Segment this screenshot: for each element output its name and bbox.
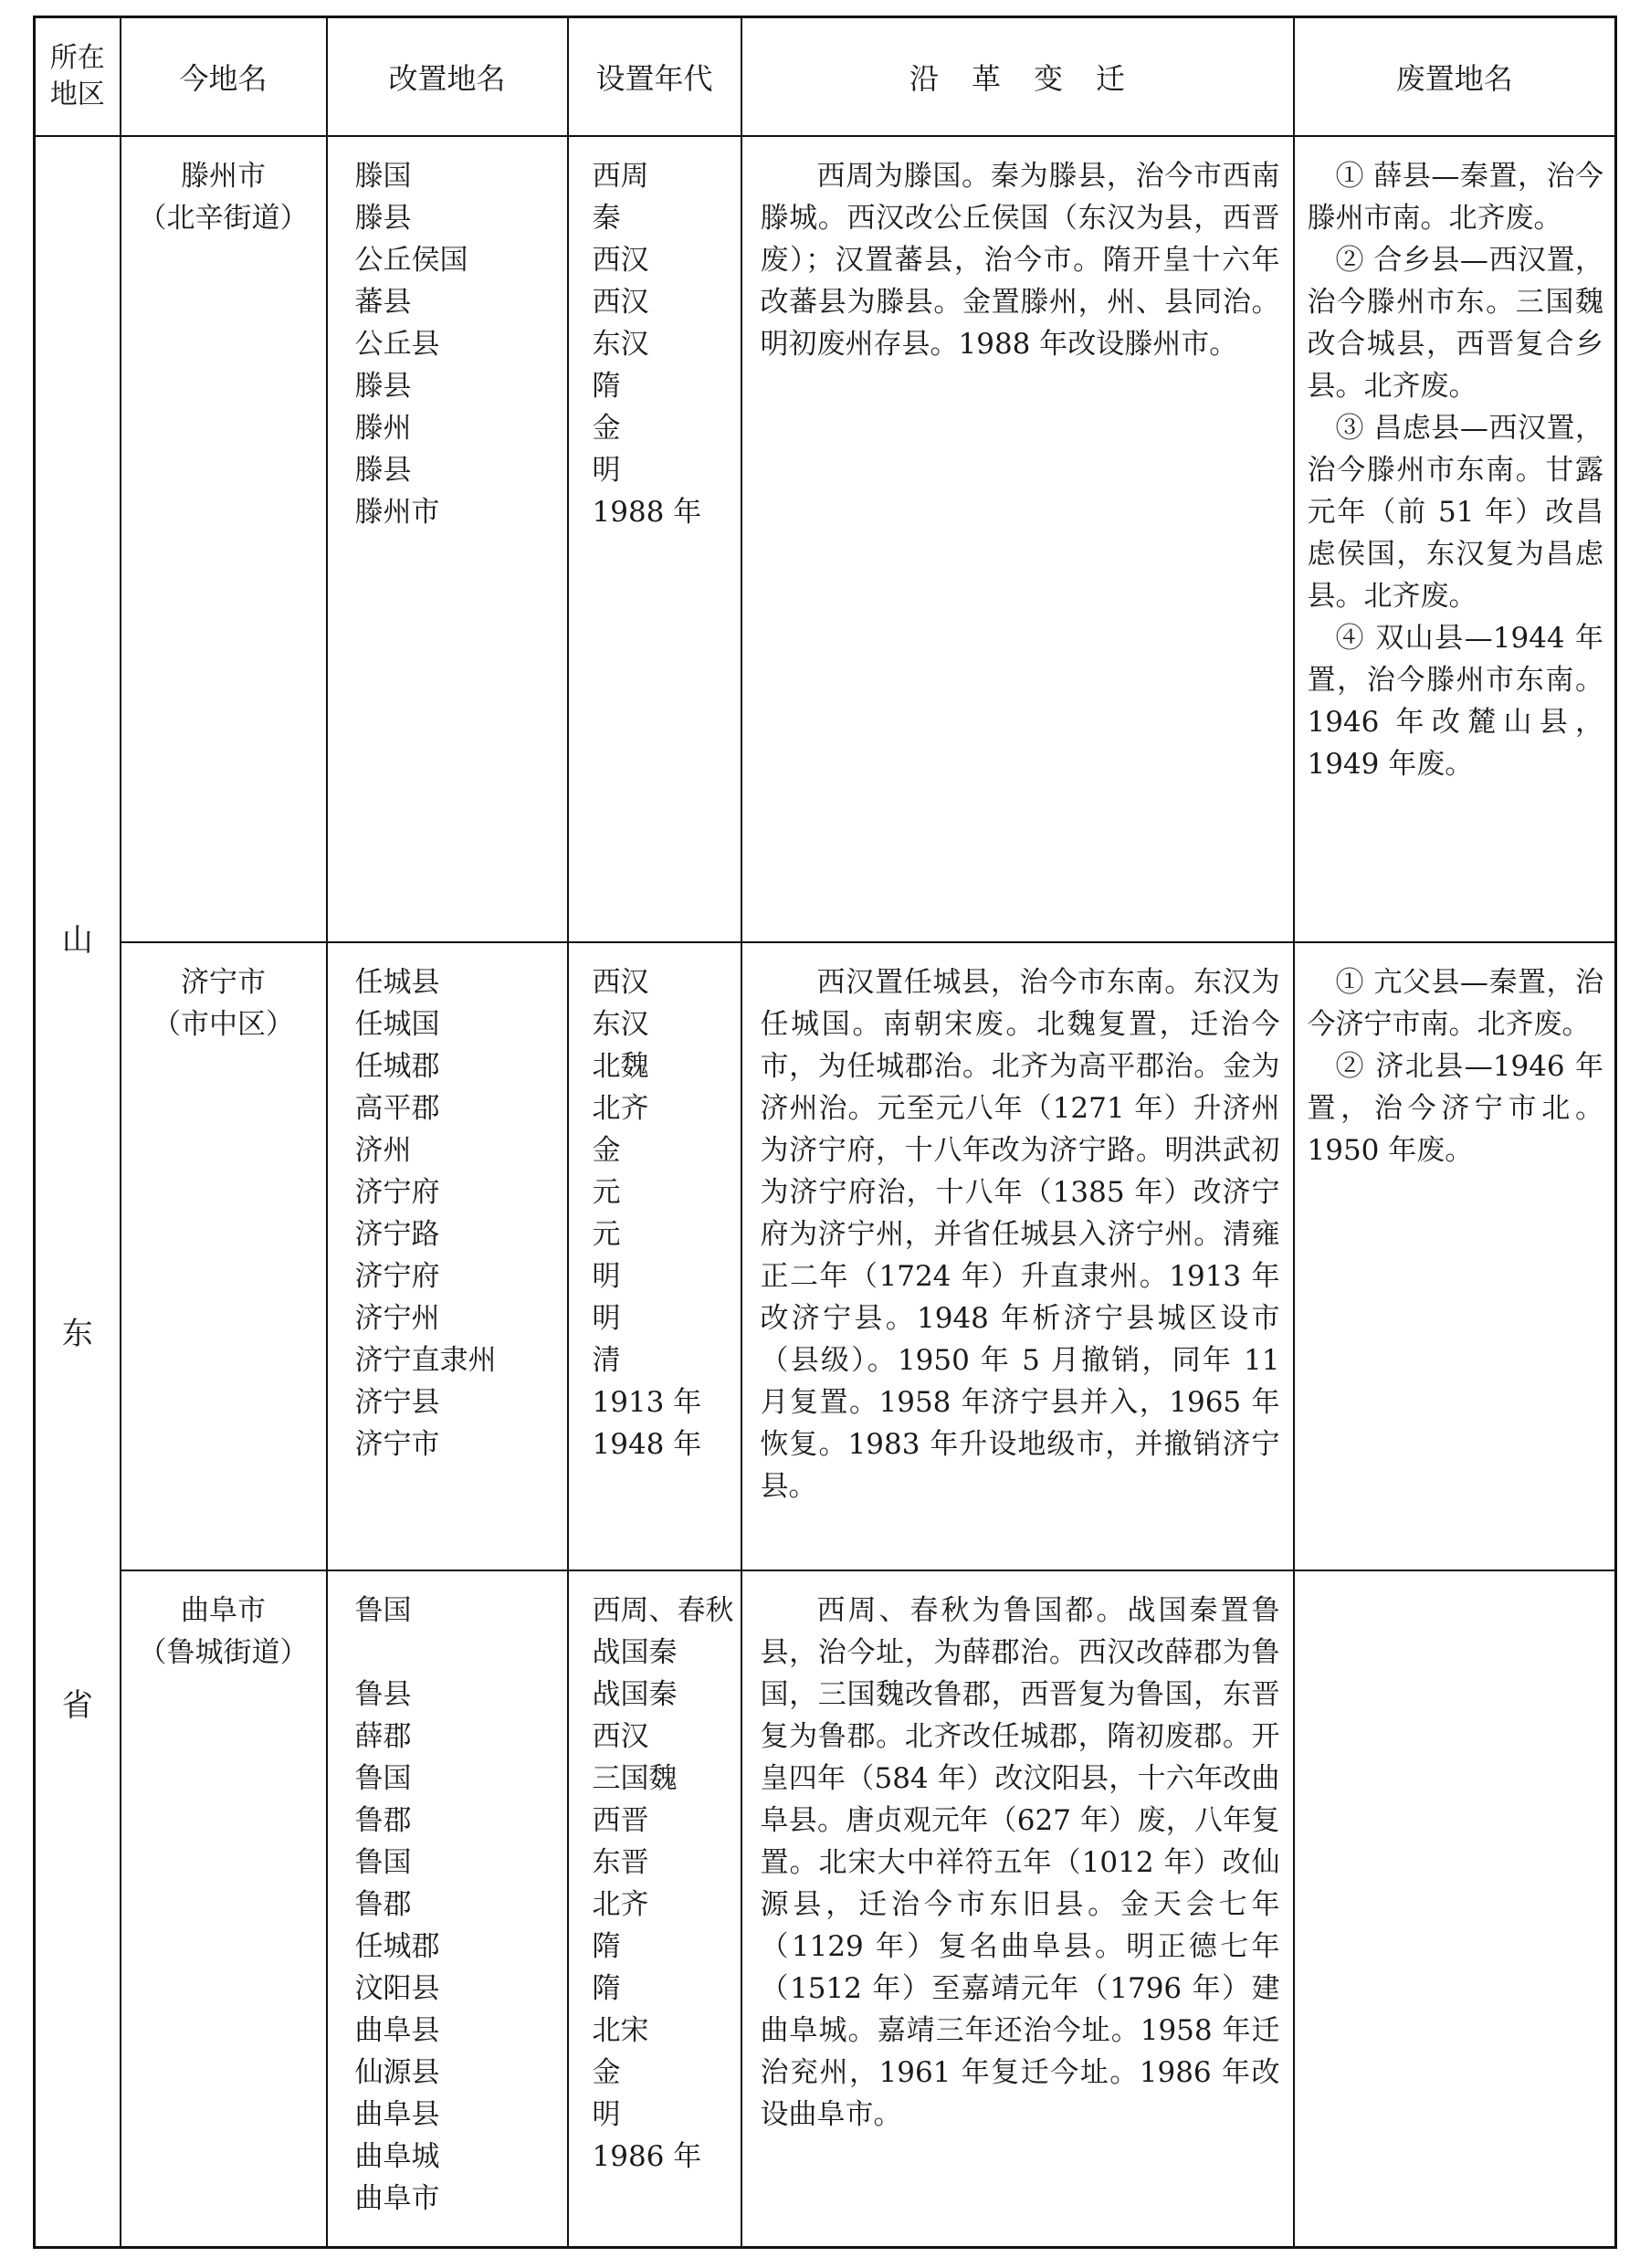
list-item: 曲阜城 bbox=[354, 2140, 440, 2173]
header-changed-names: 改置地名 bbox=[327, 17, 568, 137]
abolished-item: ① 薛县—秦置，治今滕州市南。北齐废。 bbox=[1307, 160, 1603, 235]
region-cell bbox=[35, 136, 121, 2247]
list-item: 西汉 bbox=[592, 286, 649, 319]
current-place-cell bbox=[121, 942, 327, 1570]
list-item: 鲁郡 bbox=[354, 1804, 412, 1837]
list-item: 元 bbox=[592, 1218, 621, 1251]
header-era: 设置年代 bbox=[568, 17, 741, 137]
list-item: 金 bbox=[592, 2056, 621, 2089]
list-item: 北魏 bbox=[592, 1050, 649, 1083]
list-item: 明 bbox=[592, 1260, 621, 1293]
history-cell bbox=[741, 942, 1294, 1570]
list-item: 三国魏 bbox=[592, 1762, 678, 1795]
list-item: 清 bbox=[592, 1344, 621, 1377]
history-cell bbox=[741, 1570, 1294, 2247]
abolished-item: ③ 昌虑县—西汉置，治今滕州市东南。甘露元年（前 51 年）改昌虑侯国，东汉复为昌虑县。北齐废。 bbox=[1307, 412, 1603, 613]
header-region: 所在地区 bbox=[35, 17, 121, 137]
list-item: 曲阜县 bbox=[354, 2098, 440, 2131]
header-row bbox=[35, 17, 1616, 137]
list-item: 1913 年 bbox=[592, 1386, 702, 1419]
history-text: 西周为滕国。秦为滕县，治今市西南滕城。西汉改公丘侯国（东汉为县，西晋废）；汉置蕃县，治今市。隋开皇十六年改蕃县为滕县。金置滕州，州、县同治。明初废州存县。1988 年改设滕州市。 bbox=[760, 160, 1280, 361]
list-item: 隋 bbox=[592, 370, 621, 403]
list-item: 任城郡 bbox=[354, 1930, 440, 1963]
abolished-item: ④ 双山县—1944 年置，治今滕州市东南。1946 年改麓山县，1949 年废。 bbox=[1307, 622, 1603, 781]
list-item: 济宁府 bbox=[354, 1260, 440, 1293]
list-item: 任城郡 bbox=[354, 1050, 440, 1083]
list-item: 滕州 bbox=[354, 412, 412, 445]
list-item: 济州 bbox=[354, 1134, 412, 1167]
list-item: 1986 年 bbox=[592, 2140, 702, 2173]
list-item: 济宁直隶州 bbox=[354, 1344, 497, 1377]
list-item-spacer bbox=[355, 1632, 562, 1674]
list-item: 滕州市 bbox=[354, 496, 440, 529]
list-item: 元 bbox=[592, 1176, 621, 1209]
header-current-name: 今地名 bbox=[121, 17, 327, 137]
list-item: 隋 bbox=[592, 1930, 621, 1963]
names-cell bbox=[327, 1570, 568, 2247]
list-item: 滕县 bbox=[354, 370, 412, 403]
list-item: 济宁府 bbox=[354, 1176, 440, 1209]
list-item: 战国秦 bbox=[592, 1636, 678, 1669]
list-item: 北宋 bbox=[592, 2014, 649, 2047]
gazetteer-table bbox=[33, 16, 1617, 2249]
list-item: 北齐 bbox=[592, 1092, 649, 1125]
list-item: 西晋 bbox=[592, 1804, 649, 1837]
list-item: 薛郡 bbox=[354, 1720, 412, 1753]
history-cell bbox=[741, 136, 1294, 942]
abolished-item: ② 合乡县—西汉置，治今滕州市东。三国魏改合城县，西晋复合乡县。北齐废。 bbox=[1307, 244, 1603, 403]
list-item: 汶阳县 bbox=[354, 1972, 440, 2005]
list-item: 济宁路 bbox=[354, 1218, 440, 1251]
list-item: 济宁州 bbox=[354, 1302, 440, 1335]
list-item: 战国秦 bbox=[592, 1678, 678, 1711]
list-item: 秦 bbox=[592, 202, 621, 235]
list-item: 金 bbox=[592, 1134, 621, 1167]
list-item: 明 bbox=[592, 1302, 621, 1335]
header-abolished: 废置地名 bbox=[1294, 17, 1616, 137]
header-history: 沿革变迁 bbox=[741, 17, 1294, 137]
list-item: 蕃县 bbox=[354, 286, 412, 319]
place-subdistrict: （鲁城街道） bbox=[138, 1636, 309, 1669]
list-item: 西汉 bbox=[592, 244, 649, 277]
place-subdistrict: （市中区） bbox=[152, 1008, 294, 1041]
region-char-3: 省 bbox=[61, 1687, 93, 1724]
list-item: 滕县 bbox=[354, 202, 412, 235]
list-item: 西汉 bbox=[592, 966, 649, 999]
list-item: 滕国 bbox=[354, 160, 412, 193]
list-item: 西周 bbox=[592, 160, 649, 193]
abolished-item: ② 济北县—1946 年置，治今济宁市北。1950 年废。 bbox=[1307, 1050, 1603, 1167]
years-cell bbox=[568, 1570, 741, 2247]
list-item: 1988 年 bbox=[592, 496, 702, 529]
abolished-cell bbox=[1294, 942, 1616, 1570]
list-item: 1948 年 bbox=[592, 1428, 702, 1461]
abolished-item: ① 亢父县—秦置，治今济宁市南。北齐废。 bbox=[1307, 966, 1603, 1041]
place-name: 济宁市 bbox=[181, 966, 266, 999]
list-item: 公丘县 bbox=[354, 328, 440, 361]
list-item: 曲阜县 bbox=[354, 2014, 440, 2047]
abolished-cell bbox=[1294, 1570, 1616, 2247]
list-item: 鲁国 bbox=[354, 1846, 412, 1879]
list-item: 任城国 bbox=[354, 1008, 440, 1041]
list-item: 东汉 bbox=[592, 1008, 649, 1041]
years-cell bbox=[568, 136, 741, 942]
list-item: 曲阜市 bbox=[354, 2182, 440, 2215]
list-item: 北齐 bbox=[592, 1888, 649, 1921]
current-place-cell bbox=[121, 136, 327, 942]
list-item: 济宁市 bbox=[354, 1428, 440, 1461]
list-item: 鲁县 bbox=[354, 1678, 412, 1711]
list-item: 济宁县 bbox=[354, 1386, 440, 1419]
history-text: 西周、春秋为鲁国都。战国秦置鲁县，治今址，为薛郡治。西汉改薛郡为鲁国，三国魏改鲁郡，西晋复为鲁国，东晋复为鲁郡。北齐改任城郡，隋初废郡。开皇四年（584 年）改汶阳县，十六年改曲阜县。唐贞观元年（627 年）废，八年复置。北宋大中祥符五年（1012 年）改仙源县，迁治今市东旧县。金天会七年（1129 年）复名曲阜县。明正德七年（1512 年）至嘉靖元年（1796 年）建曲阜城。嘉靖三年还治今址。1958 年迁治兖州，1961 年复迁今址。1986 年改设曲阜市。 bbox=[760, 1594, 1280, 2131]
table-row-qufu bbox=[35, 1570, 1616, 2247]
list-item: 鲁国 bbox=[354, 1762, 412, 1795]
history-text: 西汉置任城县，治今市东南。东汉为任城国。南朝宋废。北魏复置，迁治今市，为任城郡治。北齐为高平郡治。金为济州治。元至元八年（1271 年）升济州为济宁府，十八年改为济宁路。明洪武初为济宁府治，十八年（1385 年）改济宁府为济宁州，并省任城县入济宁州。清雍正二年（1724 年）升直隶州。1913 年改济宁县。1948 年析济宁县城区设市（县级）。1950 年 5 月撤销，同年 11 月复置。1958 年济宁县并入，1965 年恢复。1983 年升设地级市，并撤销济宁县。 bbox=[760, 966, 1280, 1503]
region-char-2: 东 bbox=[61, 1316, 93, 1352]
place-name: 滕州市 bbox=[181, 160, 266, 193]
list-item: 高平郡 bbox=[354, 1092, 440, 1125]
list-item: 明 bbox=[592, 2098, 621, 2131]
list-item: 鲁国 bbox=[354, 1594, 412, 1627]
place-name: 曲阜市 bbox=[181, 1594, 266, 1627]
names-cell bbox=[327, 942, 568, 1570]
list-item: 明 bbox=[592, 454, 621, 487]
list-item: 东晋 bbox=[592, 1846, 649, 1879]
list-item: 滕县 bbox=[354, 454, 412, 487]
place-subdistrict: （北辛街道） bbox=[138, 202, 309, 235]
list-item: 金 bbox=[592, 412, 621, 445]
list-item: 公丘侯国 bbox=[354, 244, 468, 277]
list-item: 隋 bbox=[592, 1972, 621, 2005]
current-place-cell bbox=[121, 1570, 327, 2247]
list-item: 鲁郡 bbox=[354, 1888, 412, 1921]
list-item: 西汉 bbox=[592, 1720, 649, 1753]
list-item: 任城县 bbox=[354, 966, 440, 999]
table-row-jining bbox=[35, 942, 1616, 1570]
list-item: 东汉 bbox=[592, 328, 649, 361]
names-cell bbox=[327, 136, 568, 942]
region-char-1: 山 bbox=[61, 922, 93, 959]
list-item: 西周、春秋 bbox=[592, 1594, 734, 1627]
abolished-cell bbox=[1294, 136, 1616, 942]
table-row-tengzhou bbox=[35, 136, 1616, 942]
list-item: 仙源县 bbox=[354, 2056, 440, 2089]
years-cell bbox=[568, 942, 741, 1570]
